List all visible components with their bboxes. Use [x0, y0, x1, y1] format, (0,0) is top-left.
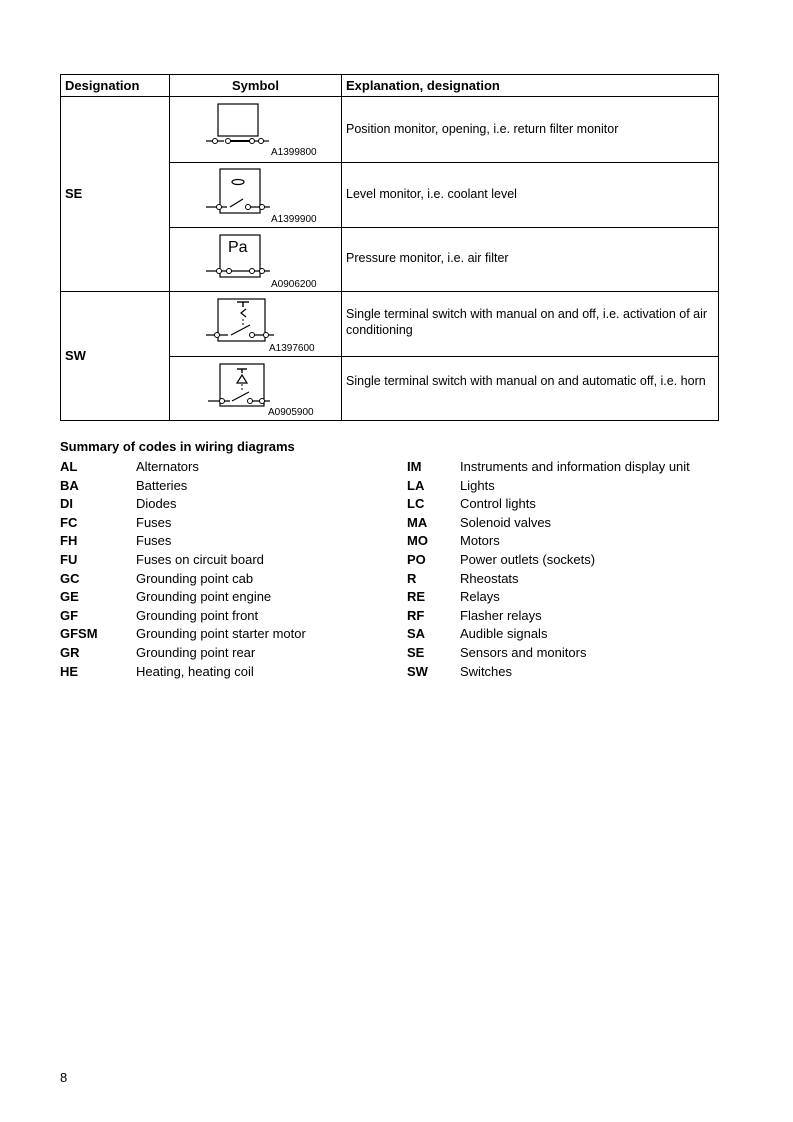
symbol-level-monitor	[170, 163, 341, 227]
table-divider	[341, 75, 342, 420]
code-list-item	[407, 495, 787, 513]
code-list-item	[60, 551, 440, 569]
code-list-item	[60, 588, 440, 606]
code-abbreviation: GE	[60, 589, 79, 605]
code-abbreviation: SA	[407, 626, 426, 642]
explanation-text: Single terminal switch with manual on and automatic off, i.e. horn	[346, 374, 706, 388]
symbol-position-monitor	[170, 97, 341, 161]
symbol-manual-switch	[170, 292, 341, 356]
header-designation: Designation	[65, 78, 140, 93]
code-abbreviation: GC	[60, 570, 80, 586]
code-list-item	[407, 551, 787, 569]
code-abbreviation: PO	[407, 552, 426, 567]
code-description: Power outlets (sockets)	[460, 552, 596, 567]
code-list-item	[407, 663, 787, 681]
code-abbreviation: MO	[407, 533, 428, 549]
code-list-item	[60, 607, 440, 625]
code-description: Batteries	[136, 477, 188, 493]
code-description: Grounding point engine	[136, 589, 272, 605]
code-description: Alternators	[136, 459, 199, 474]
code-list-item	[60, 458, 440, 476]
explanation-text: Pressure monitor, i.e. air filter	[346, 251, 509, 265]
code-list-item	[60, 625, 440, 643]
code-description: Flasher relays	[460, 607, 542, 623]
symbol-code: A0905900	[268, 407, 314, 418]
code-list-item	[60, 495, 440, 513]
code-abbreviation: FH	[60, 533, 78, 549]
code-list-item	[60, 514, 440, 532]
header-symbol: Symbol	[232, 78, 279, 93]
symbol-code: A0906200	[271, 279, 317, 290]
code-description: Lights	[460, 477, 495, 493]
code-list-item	[407, 458, 787, 476]
summary-title: Summary of codes in wiring diagrams	[60, 439, 295, 454]
code-description: Solenoid valves	[460, 514, 552, 530]
code-list-item	[407, 644, 787, 662]
code-list-item	[407, 514, 787, 532]
code-description: Grounding point rear	[136, 645, 256, 660]
symbol-pressure-monitor	[170, 228, 341, 292]
code-abbreviation: MA	[407, 514, 428, 530]
symbol-table	[60, 74, 719, 421]
code-description: Sensors and monitors	[460, 645, 587, 660]
code-abbreviation: SE	[407, 645, 425, 660]
code-description: Control lights	[460, 496, 536, 512]
code-list-item	[60, 644, 440, 662]
code-description: Instruments and information display unit	[460, 459, 690, 474]
symbol-label: Pa	[228, 239, 248, 256]
code-list-item	[60, 570, 440, 588]
code-description: Heating, heating coil	[136, 663, 254, 679]
code-description: Relays	[460, 589, 500, 605]
table-divider	[61, 96, 718, 97]
explanation-text: Single terminal switch with manual on and off, i.e. activation of air conditioning	[346, 307, 708, 337]
code-abbreviation: FU	[60, 552, 78, 567]
code-abbreviation: GFSM	[60, 626, 98, 642]
code-description: Grounding point cab	[136, 570, 254, 586]
header-explanation: Explanation, designation	[346, 78, 500, 93]
code-abbreviation: LC	[407, 496, 425, 512]
code-abbreviation: R	[407, 570, 417, 586]
code-list-item	[407, 477, 787, 495]
code-abbreviation: LA	[407, 477, 425, 493]
code-abbreviation: AL	[60, 459, 78, 474]
code-list-item	[407, 588, 787, 606]
explanation-text: Position monitor, opening, i.e. return filter monitor	[346, 122, 619, 136]
symbol-code: A1399800	[271, 147, 317, 158]
code-description: Motors	[460, 533, 500, 549]
code-abbreviation: RE	[407, 589, 426, 605]
code-description: Rheostats	[460, 570, 519, 586]
code-description: Switches	[460, 663, 513, 679]
code-description: Audible signals	[460, 626, 548, 642]
page-number: 8	[60, 1070, 68, 1085]
code-description: Fuses on circuit board	[136, 552, 264, 567]
manual-switch-symbol-icon	[170, 292, 341, 356]
code-list-item	[407, 532, 787, 550]
code-description: Grounding point starter motor	[136, 626, 306, 642]
code-abbreviation: IM	[407, 459, 422, 474]
symbol-code: A1397600	[269, 343, 315, 354]
designation-se: SE	[65, 186, 83, 201]
code-list-item	[407, 607, 787, 625]
code-description: Grounding point front	[136, 607, 259, 623]
designation-sw: SW	[65, 348, 86, 363]
code-abbreviation: GF	[60, 607, 79, 623]
symbol-auto-off-switch	[170, 357, 341, 421]
auto-off-switch-symbol-icon	[170, 357, 341, 421]
code-abbreviation: GR	[60, 645, 80, 660]
symbol-code: A1399900	[271, 214, 317, 225]
explanation-text: Level monitor, i.e. coolant level	[346, 187, 517, 201]
code-description: Fuses	[136, 533, 172, 549]
code-list-item	[60, 663, 440, 681]
code-abbreviation: HE	[60, 663, 79, 679]
table-divider	[61, 291, 718, 292]
code-abbreviation: SW	[407, 663, 428, 679]
code-list-item	[407, 625, 787, 643]
code-list-item	[60, 477, 440, 495]
code-description: Fuses	[136, 514, 172, 530]
code-list-item	[407, 570, 787, 588]
code-description: Diodes	[136, 496, 177, 512]
code-abbreviation: RF	[407, 607, 425, 623]
code-abbreviation: BA	[60, 477, 79, 493]
code-list-item	[60, 532, 440, 550]
code-abbreviation: DI	[60, 496, 73, 512]
code-abbreviation: FC	[60, 514, 78, 530]
